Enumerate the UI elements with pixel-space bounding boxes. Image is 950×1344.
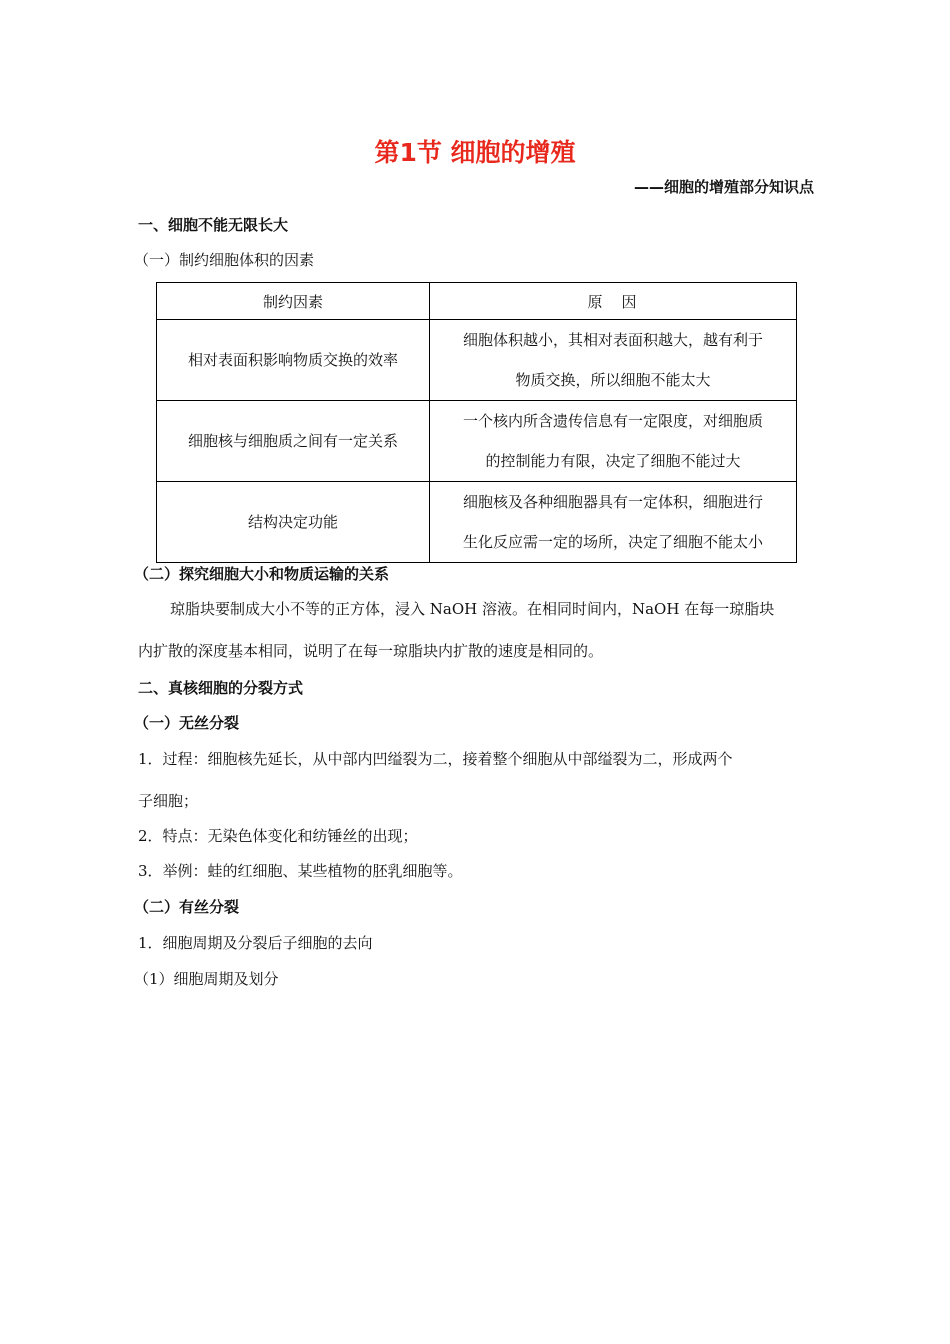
table-cell-reason [430,482,797,563]
factors-table [156,282,797,563]
section-heading-2: 二、真核细胞的分裂方式 [138,679,304,697]
section-heading-1: 一、细胞不能无限长大 [138,216,289,234]
list-item: 2．特点：无染色体变化和纺锤丝的出现； [138,827,418,845]
table-cell-reason [430,320,797,401]
list-item: 1．细胞周期及分裂后子细胞的去向 [138,934,373,952]
list-item: （1）细胞周期及划分 [134,970,279,988]
table-row [157,320,797,401]
table-cell-factor: 结构决定功能 [157,482,430,563]
reason-line: 物质交换，所以细胞不能太大 [515,371,711,389]
paragraph-line: 琼脂块要制成大小不等的正方体，浸入 NaOH 溶液。在相同时间内，NaOH 在每一琼脂块 [170,600,775,618]
subsection-heading-2-1: （一）无丝分裂 [134,714,240,732]
subsection-heading-2-2: （二）有丝分裂 [134,898,240,916]
list-item: 子细胞； [138,792,199,810]
table-cell-factor: 相对表面积影响物质交换的效率 [157,320,430,401]
subsection-heading-1-1: （一）制约细胞体积的因素 [134,251,315,269]
reason-line: 细胞体积越小，其相对表面积越大，越有利于 [462,331,763,349]
page-subtitle: ——细胞的增殖部分知识点 [633,178,814,196]
subsection-heading-1-2: （二）探究细胞大小和物质运输的关系 [134,565,390,583]
table-header-factor: 制约因素 [157,283,430,320]
table-header-row [157,283,797,320]
table-header-reason: 原 因 [430,283,797,320]
page-title: 第1节 细胞的增殖 [374,138,576,167]
list-item: 1．过程：细胞核先延长，从中部内凹缢裂为二，接着整个细胞从中部缢裂为二，形成两个 [138,750,733,768]
reason-line: 生化反应需一定的场所，决定了细胞不能太小 [462,533,763,551]
table-row [157,482,797,563]
reason-line: 一个核内所含遗传信息有一定限度，对细胞质 [462,412,763,430]
table-cell-reason [430,401,797,482]
table-row [157,401,797,482]
paragraph-line: 内扩散的深度基本相同，说明了在每一琼脂块内扩散的速度是相同的。 [138,642,604,660]
reason-line: 的控制能力有限，决定了细胞不能过大 [485,452,741,470]
table-cell-factor: 细胞核与细胞质之间有一定关系 [157,401,430,482]
list-item: 3．举例：蛙的红细胞、某些植物的胚乳细胞等。 [138,862,463,880]
reason-line: 细胞核及各种细胞器具有一定体积，细胞进行 [462,493,763,511]
